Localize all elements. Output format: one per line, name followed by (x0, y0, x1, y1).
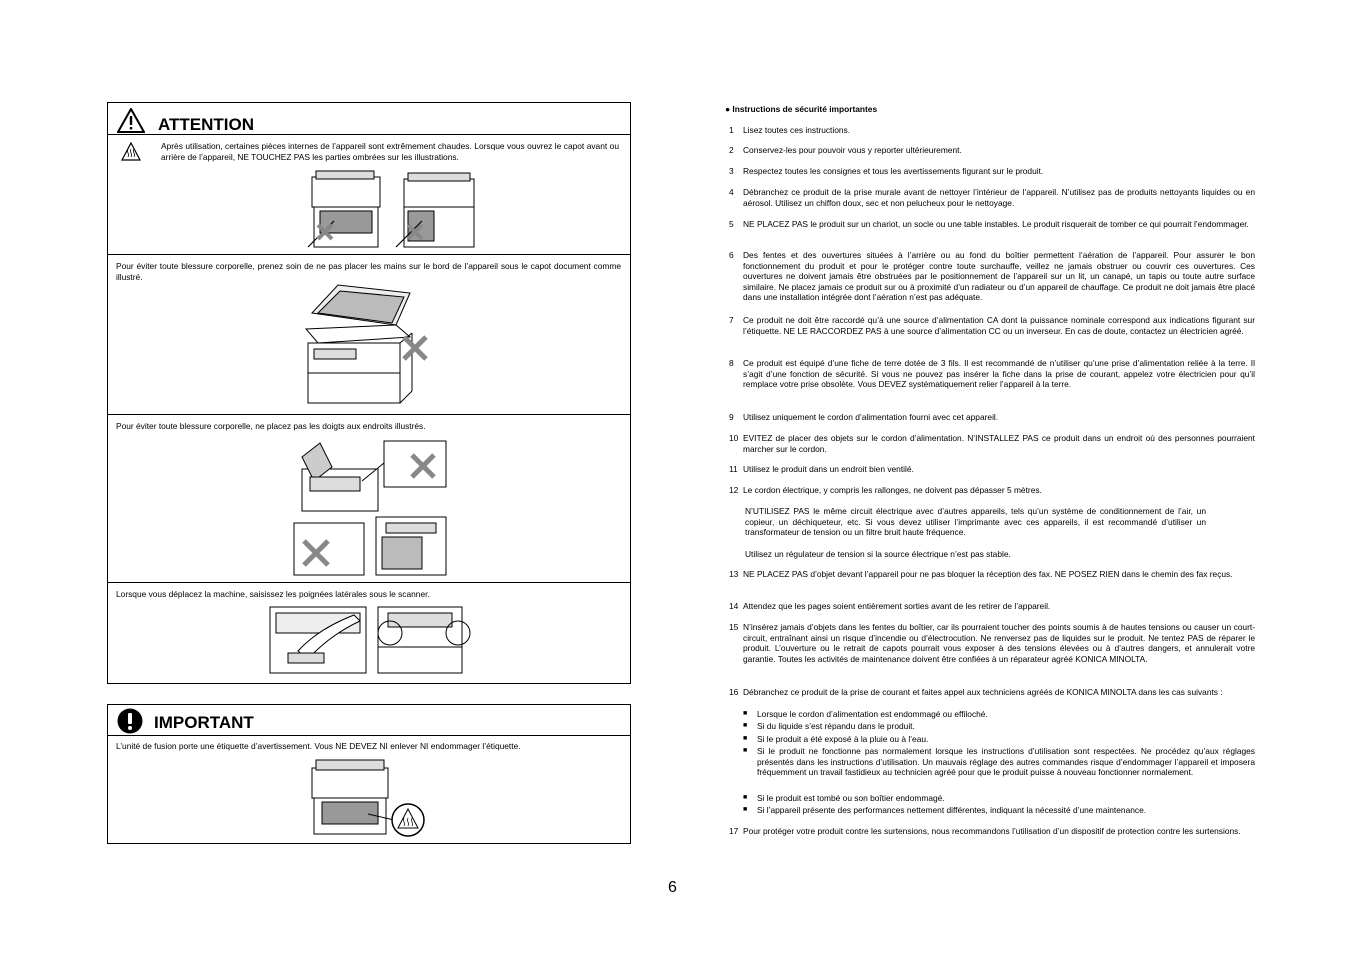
square-bullet-icon: ■ (743, 710, 748, 717)
moving-section (108, 582, 630, 684)
open-scanner-illustration (300, 283, 440, 409)
exclamation-circle-icon (117, 708, 143, 734)
item12-sub-paragraph: N’UTILISEZ PAS le même circuit électrique avec d’autres appareils, tels qu’un système de conditionnement de l’air, un copieur, un déchiqueteur, etc. Si vous devez utiliser l’imprimante avec ces appareils, il est recommandé d’utiliser un transformateur de tension ou un filtre bruit haute fréquence. (745, 506, 1206, 538)
hot-surface-icon (121, 142, 141, 162)
finger-pinch-illustration (292, 437, 452, 581)
fingers-section (108, 414, 630, 582)
scanner-cover-text: Pour éviter toute blessure corporelle, prenez soin de ne pas placer les mains sur le bord de l’appareil sous le capot document comme illustré. (116, 261, 621, 282)
square-bullet-icon: ■ (743, 794, 748, 801)
square-bullet-icon: ■ (743, 806, 748, 813)
safety-instructions: ● Instructions de sécurité importantes 1 Lisez toutes ces instructions. 2 Conservez-les pour pouvoir vous y reporter ultérieurement. 3 Respectez toutes les consignes et tous les avertissements figurant sur le produit. 4 Débranchez ce produit de la prise murale avant de nettoyer l’intérieur de l’appareil. N’utilisez pas de produits nettoyants liquides ou en aérosol. Utilisez un chiffon doux, sec et non pelucheux pour le nettoyage. 5 NE PLACEZ PAS le produit sur un chariot, un socle ou une table instables. Le produit risquerait de tomber ce qui pourrait l’endommager. 6 Des fentes et des ouvertures situées à l’arrière ou au fond du boîtier permettent l’aération de l’appareil. Pour assurer le bon fonctionnement du produit et pour le protéger contre toute surchauffe, veillez ne jamais obstruer ou couvrir ces ouvertures. Ces ouvertures ne doivent jamais être obstruées par le positionnement de l’appareil sur un lit, un canapé, un tapis ou toute autre surface similaire. Ne placez jamais ce produit sur ou à proximité d’un radiateur ou d’un appareil de chauffage. Ce produit ne doit jamais être placé dans une installation intégrée dont l’aération n’est pas adéquate. 7 Ce produit ne doit être raccordé qu’à une source d’alimentation CA dont la puissance nominale correspond aux indications figurant sur l’étiquette. NE LE RACCORDEZ PAS à une source d’alimentation CC ou un inverseur. En cas de doute, contactez un électricien agréé. 8 Ce produit est équipé d’une fiche de terre dotée de 3 fils. Il est recommandé de n’utiliser qu’une prise d’alimentation reliée à la terre. Il s’agit d’une fonction de sécurité. Si vous ne pouvez pas insérer la fiche dans la prise de courant, appelez votre électricien pour qu’il remplace votre prise obsolète. Vous DEVEZ systématiquement relier l’appareil à la terre. 9 Utilisez uniquement le cordon d’alimentation fourni avec cet appareil. 10 EVITEZ de placer des objets sur le cordon d’alimentation. N’INSTALLEZ PAS ce produit dans un endroit où des personnes pourraient marcher sur le cordon. 11 Utilisez le produit dans un endroit bien ventilé. 12 Le cordon électrique, y compris les rallonges, ne doivent pas dépasser 5 mètres. N’UTILISEZ PAS le même circuit électrique avec d’autres appareils, tels qu’un système de conditionnement de l’air, un copieur, un déchiqueteur, etc. Si vous devez utiliser l’imprimante avec ces appareils, il est recommandé d’utiliser un transformateur de tension ou un filtre bruit haute fréquence. Utilisez un régulateur de tension si la source électrique n’est pas stable. 13 NE PLACEZ PAS d’objet devant l’appareil pour ne pas bloquer la réception des fax. NE POSEZ RIEN dans le chemin des fax reçus. 14 Attendez que les pages soient entièrement sorties avant de les retirer de l’appareil. 15 N’insérez jamais d’objets dans les fentes du boîtier, car ils pourraient toucher des points soumis à de hautes tensions ou causer un court-circuit, entraînant ainsi un risque d’incendie ou d’électrocution. Ne renversez pas de liquides sur le produit. Ne tentez PAS de réparer le produit. L’ouverture ou le retrait de capots pourrait vous exposer à des tensions élevées ou à d’autres dangers, et annulerait votre garantie. Toutes les activités de maintenance doivent être confiées à un réparateur agréé KONICA MINOLTA. 16 Débranchez ce produit de la prise de courant et faites appel aux techniciens agréés de KONICA MINOLTA dans les cas suivants : ■ Lorsque le cordon d’alimentation est endommagé ou effiloché. ■ Si du liquide s’est répandu dans le produit. ■ Si le produit a été exposé à la pluie ou à l’eau. ■ Si le produit ne fonctionne pas normalement lorsque les instructions d’utilisation sont respectées. Ne procédez qu’aux réglages présentés dans les instructions d’utilisation. Un mauvais réglage des autres commandes risque d’endommager l’appareil et imposera fréquemment un travail fastidieux au technicien agréé pour que le produit puisse à nouveau fonctionner normalement. ■ Si le produit est tombé ou son boîtier endommagé. ■ Si l’appareil présente des performances nettement différentes, indiquant la nécessité d’une maintenance. 17 Pour protéger votre produit contre les surtensions, nous recommandons l’utilisation d’un dispositif de protection contre les surtensions. (725, 104, 1255, 836)
attention-title: ATTENTION (158, 115, 255, 134)
fuser-label-illustration (308, 758, 432, 840)
printer-hot-parts-illustration (304, 169, 484, 251)
safety-heading: ● Instructions de sécurité importantes (725, 104, 878, 114)
fingers-text: Pour éviter toute blessure corporelle, ne placez pas les doigts aux endroits illustrés. (116, 421, 426, 431)
important-box (107, 704, 631, 844)
attention-box (107, 102, 631, 684)
warning-triangle-icon (117, 108, 145, 133)
scanner-cover-section (108, 254, 630, 414)
hot-surface-text: Après utilisation, certaines pièces internes de l’appareil sont extrêmement chaudes. Lorsque vous ouvrez le capot avant ou arrière de l’appareil, NE TOUCHEZ PAS les parties ombrées sur les illustrations. (161, 141, 619, 162)
square-bullet-icon: ■ (743, 722, 748, 729)
item12-sub-paragraph: Utilisez un régulateur de tension si la source électrique n’est pas stable. (745, 549, 1011, 559)
important-title: IMPORTANT (154, 713, 254, 732)
page-number: 6 (668, 879, 677, 896)
fuser-label-text: L’unité de fusion porte une étiquette d’avertissement. Vous NE DEVEZ NI enlever NI endommager l’étiquette. (116, 741, 521, 751)
moving-text: Lorsque vous déplacez la machine, saisissez les poignées latérales sous le scanner. (116, 589, 430, 599)
lift-handles-illustration (268, 603, 472, 679)
square-bullet-icon: ■ (743, 735, 748, 742)
square-bullet-icon: ■ (743, 747, 748, 754)
hot-surface-section (108, 134, 630, 254)
fuser-label-section (108, 735, 630, 844)
